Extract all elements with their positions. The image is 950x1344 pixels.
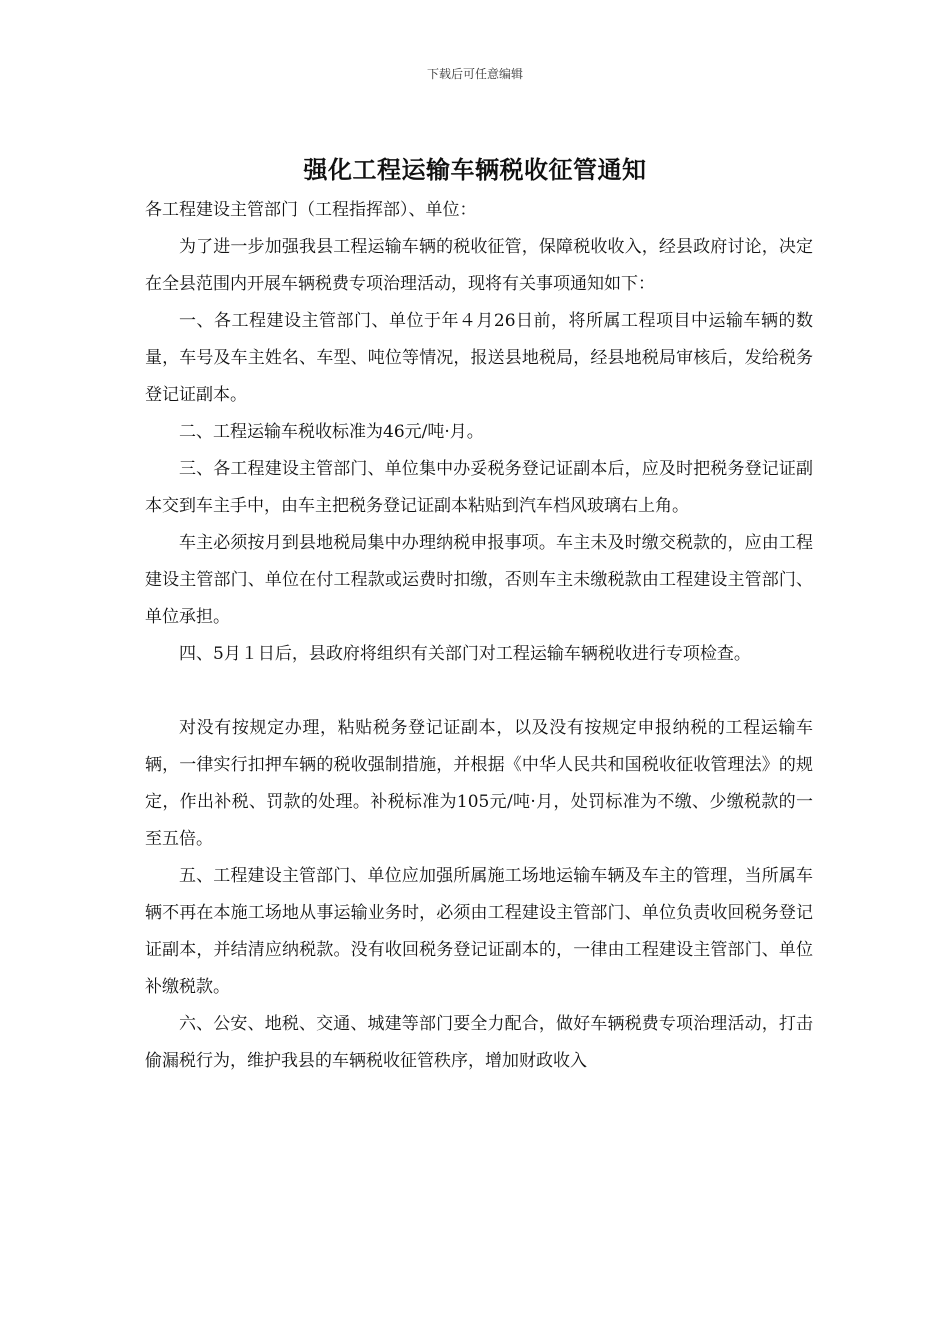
document-title: 强化工程运输车辆税收征管通知	[303, 156, 647, 184]
paragraph-item-3: 三、各工程建设主管部门、单位集中办妥税务登记证副本后，应及时把税务登记证副本交到车主手中，由车主把税务登记证副本粘贴到汽车档风玻璃右上角。	[145, 459, 813, 516]
paragraph-item-4: 四、5月１日后，县政府将组织有关部门对工程运输车辆税收进行专项检查。	[179, 644, 751, 664]
paragraph-item-4-detail: 对没有按规定办理，粘贴税务登记证副本，以及没有按规定申报纳税的工程运输车辆，一律实行扣押车辆的税收强制措施，并根据《中华人民共和国税收征收管理法》的规定，作出补税、罚款的处理。补税标准为105元/吨·月，处罚标准为不缴、少缴税款的一至五倍。	[145, 718, 813, 849]
salutation: 各工程建设主管部门（工程指挥部）、单位：	[145, 200, 477, 220]
paragraph-item-3-detail: 车主必须按月到县地税局集中办理纳税申报事项。车主未及时缴交税款的，应由工程建设主管部门、单位在付工程款或运费时扣缴，否则车主未缴税款由工程建设主管部门、单位承担。	[145, 533, 813, 627]
paragraph-gap	[145, 673, 813, 710]
paragraph-item-1: 一、各工程建设主管部门、单位于年４月26日前，将所属工程项目中运输车辆的数量，车号及车主姓名、车型、吨位等情况，报送县地税局，经县地税局审核后，发给税务登记证副本。	[145, 311, 813, 405]
paragraph-item-5: 五、工程建设主管部门、单位应加强所属施工场地运输车辆及车主的管理，当所属车辆不再在本施工场地从事运输业务时，必须由工程建设主管部门、单位负责收回税务登记证副本，并结清应纳税款。没有收回税务登记证副本的，一律由工程建设主管部门、单位补缴税款。	[145, 866, 813, 997]
page-header-note: 下载后可任意编辑	[426, 67, 523, 81]
paragraph-item-6: 六、公安、地税、交通、城建等部门要全力配合，做好车辆税费专项治理活动，打击偷漏税行为，维护我县的车辆税收征管秩序，增加财政收入	[145, 1014, 813, 1071]
document-body	[145, 192, 813, 1080]
paragraph-intro: 为了进一步加强我县工程运输车辆的税收征管，保障税收收入，经县政府讨论，决定在全县范围内开展车辆税费专项治理活动，现将有关事项通知如下：	[145, 237, 813, 294]
paragraph-item-2: 二、工程运输车税收标准为46元/吨·月。	[179, 422, 484, 442]
